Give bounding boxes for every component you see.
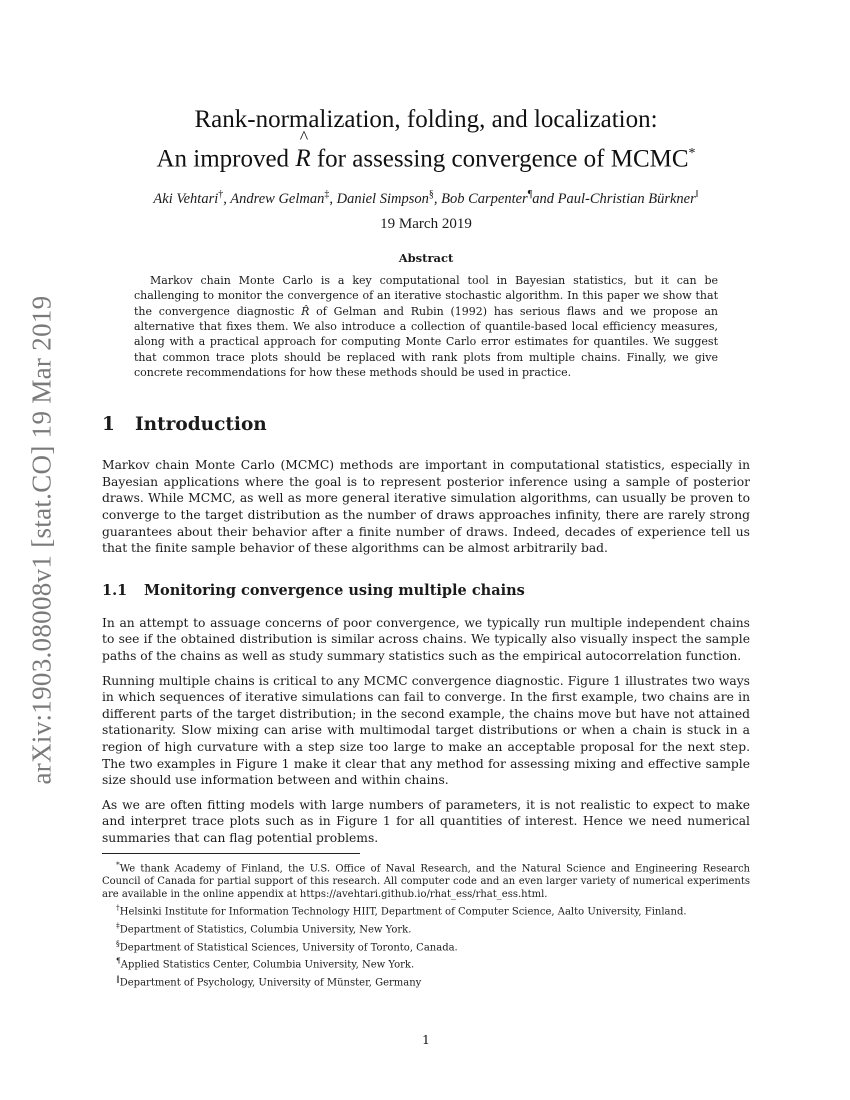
paper-title: [102, 103, 750, 176]
abstract-text: [134, 273, 718, 380]
subsection-heading-monitoring: [102, 582, 750, 599]
rhat-letter: R: [295, 145, 311, 173]
footnote-mark: *: [116, 859, 120, 869]
section-heading-introduction: [102, 414, 750, 435]
title-footnote-mark: *: [688, 146, 696, 161]
footnote-affiliation: [102, 919, 750, 937]
footnote-affiliation: [102, 972, 750, 990]
abstract-part-1: Markov chain Monte Carlo is a key computational tool in Bayesian statistics, but it can be challenging to monitor the convergence of an iterative stochastic algorithm. In this paper we show that the convergence diagnostic: [134, 274, 718, 318]
author-joiner: and: [532, 191, 554, 208]
body-paragraph: As we are often fitting models with large numbers of parameters, it is not realistic to expect to make and interpret trace plots such as in Figure 1 for all quantities of interest. Hence we need numerical summaries that can flag potential problems.: [102, 797, 750, 845]
footnote-affiliation: [102, 937, 750, 955]
paper-page: [102, 0, 750, 1047]
footnote-mark: ‡: [116, 920, 120, 930]
author-name: Bob Carpenter: [441, 191, 528, 208]
paper-date: 19 March 2019: [380, 216, 472, 233]
arxiv-stamp: arXiv:1903.08008v1 [stat.CO] 19 Mar 2019: [26, 295, 57, 785]
abstract-heading: Abstract: [398, 251, 454, 266]
footnotes: [102, 858, 750, 990]
footnote-text: Department of Psychology, University of Münster, Germany: [119, 976, 422, 988]
footnote-text: Department of Statistical Sciences, University of Toronto, Canada.: [119, 941, 458, 953]
body-paragraph: Running multiple chains is critical to any MCMC convergence diagnostic. Figure 1 illustrates two ways in which sequences of iterative simulations can fail to converge. In the first example, two chains are in different parts of the target distribution; in the second example, the chains move but have not attained stationarity. Slow mixing can arise with multimodal target distributions or when a chain is stuck in a region of high curvature with a step size too large to make an acceptable proposal for the next step. The two examples in Figure 1 make it clear that any method for assessing mixing and effective sample size should use information between and within chains.: [102, 673, 750, 788]
author-list: Aki Vehtari†, Andrew Gelman‡, Daniel Simpson§, Bob Carpenter¶and Paul-Christian Bürkner‖: [153, 189, 699, 208]
title-line-2: [102, 127, 750, 176]
footnote-text: Applied Statistics Center, Columbia University, New York.: [120, 959, 415, 971]
author-mark: ‖: [695, 189, 699, 201]
body-paragraph: In an attempt to assuage concerns of poor convergence, we typically run multiple independent chains to see if the obtained distribution is similar across chains. We typically also visually inspect the sample paths of the chains as well as study summary statistics such as the empirical autocorrelation function.: [102, 615, 750, 663]
author-name: Paul-Christian Bürkner: [557, 191, 696, 208]
section-number: 1: [102, 414, 115, 436]
subsection-number: 1.1: [102, 581, 128, 599]
rhat-symbol: [295, 127, 311, 176]
footnote-mark: †: [116, 903, 120, 913]
footnote-text: Helsinki Institute for Information Technology HIIT, Department of Computer Science, Aalto University, Finland.: [119, 906, 687, 918]
abstract-rhat: R̂: [301, 304, 310, 318]
footnote-text: Department of Statistics, Columbia University, New York.: [119, 924, 412, 936]
section-title: Introduction: [135, 414, 267, 436]
author-mark: §: [428, 189, 434, 201]
intro-paragraph: Markov chain Monte Carlo (MCMC) methods are important in computational statistics, especially in Bayesian applications where the goal is to represent posterior inference using a sample of posterior draws. While MCMC, as well as more general iterative simulation algorithms, can usually be proven to converge to the target distribution as the number of draws approaches infinity, there are rarely strong guarantees about their behavior after a finite number of draws. Indeed, decades of experience tell us that the finite sample behavior of these algorithms can be almost arbitrarily bad.: [102, 458, 750, 556]
footnote-text: We thank Academy of Finland, the U.S. Office of Naval Research, and the Natural Science and Engineering Research Council of Canada for partial support of this research. All computer code and an even larger variety of numerical experiments are available in the online appendix at https://avehtari.github.io/rhat_ess/rhat_ess.html.: [102, 862, 750, 901]
footnote-affiliation: [102, 954, 750, 972]
footnote-divider: [102, 853, 360, 854]
author-name: Andrew Gelman: [230, 191, 325, 208]
footnote-mark: §: [116, 938, 120, 948]
footnote-mark: ‖: [116, 973, 120, 983]
title-line-2-post: for assessing convergence of MCMC: [310, 145, 689, 173]
footnote-mark: ¶: [116, 956, 121, 966]
abstract-part-2: of Gelman and Rubin (1992) has serious flaws and we propose an alternative that fixes them. We also introduce a collection of quantile-based local efficiency measures, along with a practical approach for computing Monte Carlo error estimates for quantiles. We suggest that common trace plots should be replaced with rank plots from multiple chains. Finally, we give concrete recommendations for how these methods should be used in practice.: [134, 304, 718, 379]
title-line-1: Rank-normalization, folding, and localization:: [194, 106, 658, 133]
author-mark: ‡: [324, 189, 330, 201]
footnote-acknowledgement: [102, 858, 750, 902]
title-line-2-pre: An improved: [156, 145, 296, 173]
author-name: Aki Vehtari: [153, 191, 219, 208]
subsection-title: Monitoring convergence using multiple chains: [144, 581, 525, 599]
footnote-affiliation: [102, 901, 750, 919]
rhat-hat: ^: [299, 127, 309, 148]
author-mark: ¶: [527, 189, 533, 201]
author-mark: †: [218, 189, 224, 201]
author-name: Daniel Simpson: [336, 191, 429, 208]
page-number: 1: [422, 1032, 430, 1047]
